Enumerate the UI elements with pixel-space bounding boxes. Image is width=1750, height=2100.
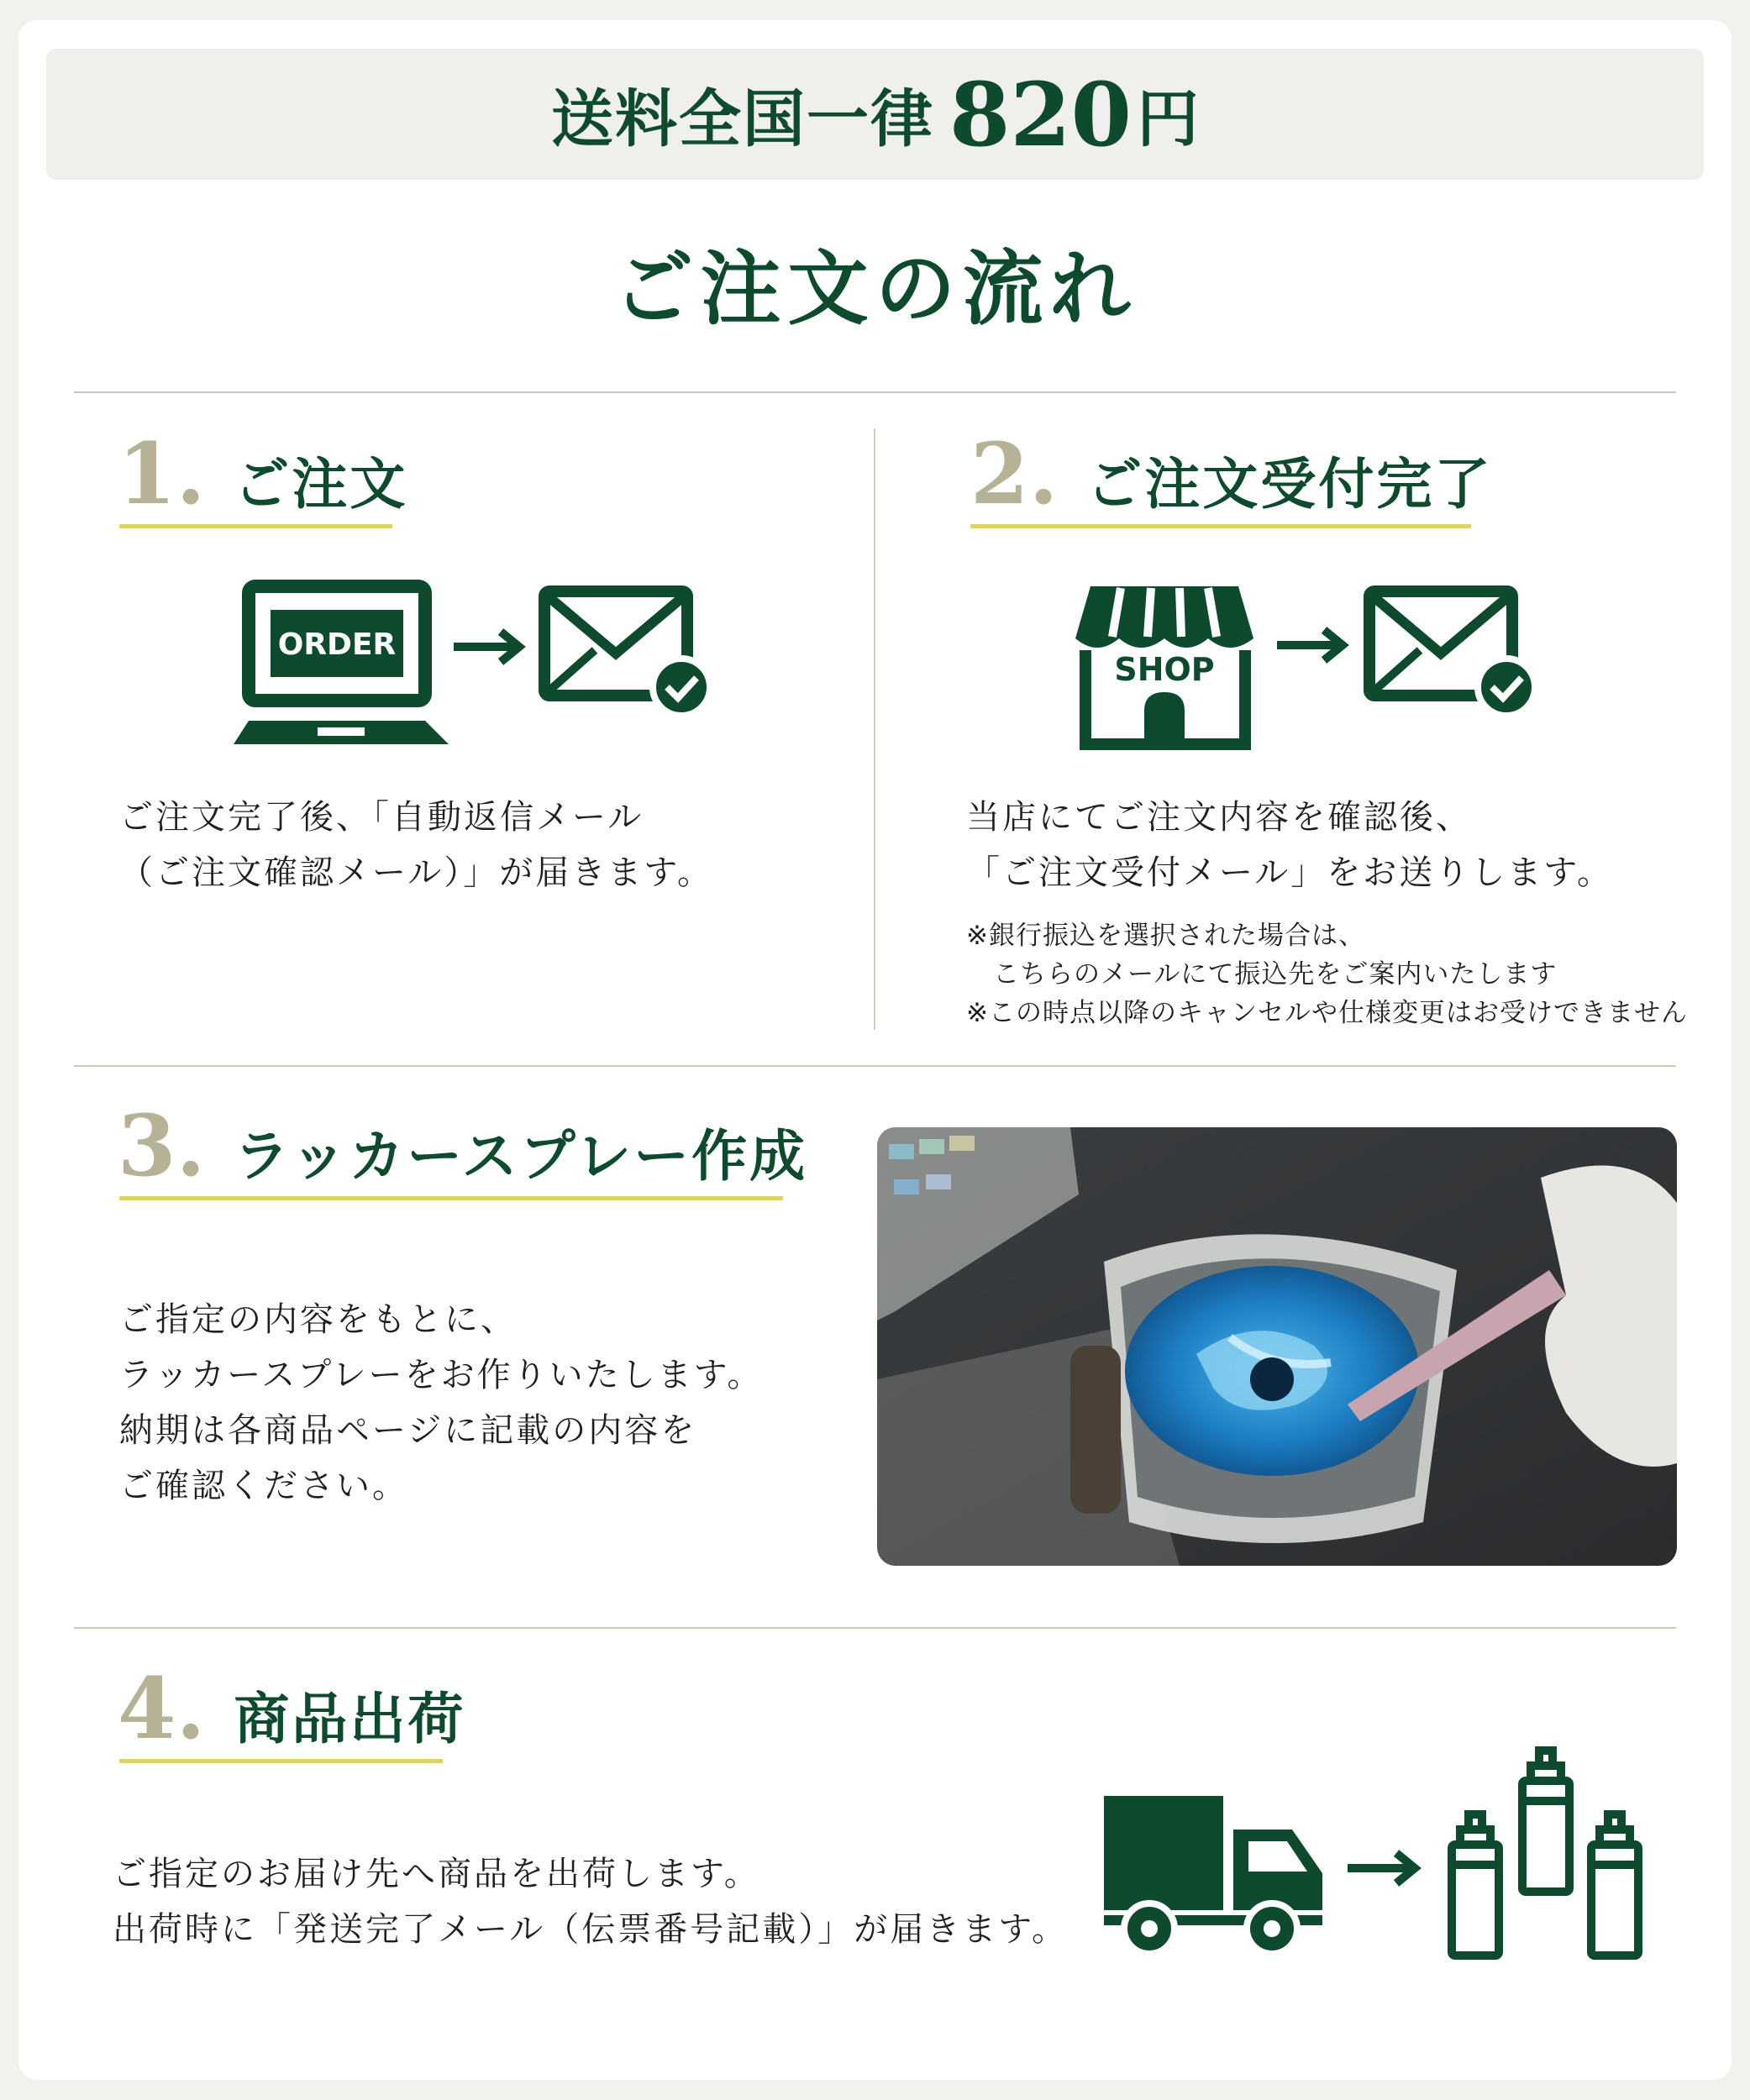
truck-icon (1101, 1739, 1655, 1966)
text-line: ご注文完了後、「自動返信メール (119, 798, 644, 837)
text-line: （ご注文確認メール）」が届きます。 (119, 853, 713, 892)
mail-check-icon (544, 591, 710, 716)
note-line: ※銀行振込を選択された場合は、 (966, 921, 1365, 951)
banner-amount: 820 (949, 62, 1133, 166)
banner-unit: 円 (1137, 83, 1200, 155)
arrow-right-icon (454, 632, 519, 662)
divider (74, 1065, 1676, 1067)
text-line: ラッカースプレーをお作りいたします。 (119, 1356, 764, 1394)
step-2-notes (966, 916, 1688, 1032)
step-title: ご注文受付完了 (1086, 452, 1493, 517)
step-underline (119, 1196, 783, 1200)
mail-check-icon (1369, 591, 1535, 716)
step-4-heading (118, 1659, 465, 1758)
shop-icon (1074, 583, 1536, 751)
text-line: ご指定の内容をもとに、 (119, 1300, 517, 1339)
step-1-heading (118, 424, 407, 523)
arrow-right-icon (1277, 630, 1343, 660)
paint-mixing-photo (877, 1127, 1677, 1566)
step-underline (119, 1759, 443, 1763)
step-title: ご注文 (234, 452, 408, 517)
step-number: 3. (118, 1096, 206, 1195)
step-underline (970, 524, 1471, 528)
paint-mixing-illustration (877, 1127, 1677, 1566)
text-line: 当店にてご注文内容を確認後、 (966, 798, 1472, 837)
divider (74, 1627, 1676, 1629)
note-line: ※この時点以降のキャンセルや仕様変更はお受けできません (966, 998, 1688, 1028)
text-line: 納期は各商品ページに記載の内容を (119, 1411, 697, 1450)
step-3-text (119, 1292, 763, 1514)
text-line: 出荷時に「発送完了メール（伝票番号記載）」が届きます。 (113, 1910, 1068, 1949)
page-title: ご注文の流れ (612, 241, 1138, 336)
step-number: 2. (970, 424, 1059, 523)
step-title: ラッカースプレー作成 (234, 1124, 808, 1189)
spray-bottles-icon (1452, 1751, 1638, 1956)
step-3-heading (118, 1096, 807, 1195)
step-number: 4. (118, 1659, 206, 1758)
step-4-text (113, 1846, 1068, 1957)
laptop-order-icon (234, 580, 712, 748)
text-line: 「ご注文受付メール」をお送りします。 (966, 853, 1613, 892)
step-1-text (119, 790, 713, 900)
arrow-right-icon (1348, 1853, 1415, 1883)
text-line: ご指定のお届け先へ商品を出荷します。 (113, 1855, 760, 1893)
step-2-text (966, 790, 1613, 900)
step-number: 1. (118, 424, 206, 523)
note-line: こちらのメールにて振込先をご案内いたします (993, 959, 1558, 990)
step-title: 商品出荷 (234, 1687, 466, 1751)
shop-label: SHOP (1114, 651, 1215, 688)
step-underline (119, 524, 392, 528)
step-2-heading (970, 424, 1492, 523)
divider (74, 391, 1676, 393)
banner-lead: 送料全国一律 (550, 83, 934, 155)
column-divider (874, 428, 875, 1030)
text-line: ご確認ください。 (119, 1467, 408, 1505)
shipping-banner (46, 49, 1704, 180)
order-label: ORDER (277, 627, 397, 662)
